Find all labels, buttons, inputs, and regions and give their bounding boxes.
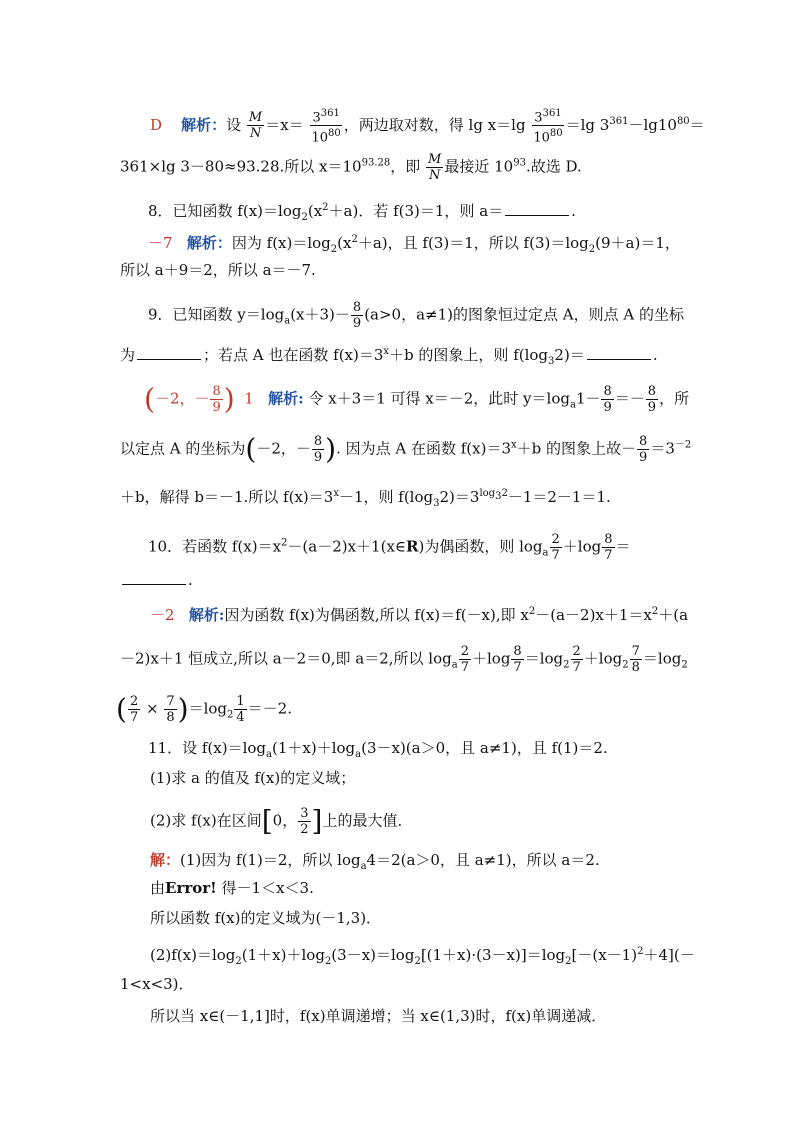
answer-11-line-2: 由Error! 得－1＜x＜3. (150, 879, 314, 897)
fraction-3pow361-over-10pow80-b: $\frac{3^{361}}{10^{80}}$ (533, 108, 563, 146)
question-8: 8．已知函数 $f(x)=\log_2(x^2+a)$．若 f(3)＝1，则 a＝ . (148, 202, 576, 223)
answer-7-line-2: 361×lg 3－80≈93.28.所以 $x=10^{93.28}$，即 $\frac{M}{N}$ 最接近 $10^{93}$.故选 D. (120, 152, 582, 183)
answer-blank[interactable] (122, 570, 186, 585)
question-9-line-2: 为 ；若点 A 也在函数 $f(x)=3^x+b$ 的图象上，则 $f(\log_32)=$ . (120, 346, 658, 367)
answer-9-line-3: ＋b，解得 b＝－1.所以 $f(x)=3^x-1$，则 $f(\log_32)=3^{log_32}-1=2-1=1$. (120, 488, 611, 509)
analysis-label: 解析： (181, 115, 227, 134)
answer-10-line-2: －2)x＋1 恒成立,所以 a－2＝0,即 a＝2,所以 $\log_a$ $\frac{2}{7}$ ＋log $\frac{8}{7}$ $=\log_2$ $\frac{2}{7}$ $+\log_2$ $\frac{7}{8}$ $=\log_2$ (120, 644, 688, 675)
answer-letter: D (150, 115, 163, 134)
answer-11-line-3: 所以函数 f(x)的定义域为(－1,3)． (150, 909, 382, 927)
answer-blank[interactable] (505, 201, 569, 216)
answer-11-line-5: 1<x<3)． (120, 975, 194, 993)
answer-8-line-1: －7 解析：因为 $f(x)=\log_2(x^2+a)$，且 f(3)＝1，所以 $f(3)=\log_2(9+a)=1$， (148, 234, 680, 255)
answer-11-line-6: 所以当 x∈(－1,1]时，f(x)单调递增；当 x∈(1,3)时，f(x)单调递减． (150, 1007, 607, 1025)
answer-11-line-1: 解：(1)因为 f(1)＝2，所以 $\log_a4=2(a>0$，且 a≠1)，所以 a＝2. (150, 851, 600, 872)
question-10-line-1: 10．若函数 $f(x)=x^2-(a-2)x+1(x\in R)$为偶函数，则 $\log_a$ $\frac{2}{7}$ ＋log $\frac{8}{7}$ ＝ (148, 532, 631, 563)
answer-blank-1[interactable] (137, 345, 201, 360)
fraction-m-over-n-2: $\frac{M}{N}$ (428, 152, 442, 183)
answer-10-line-3: ( $\frac{2}{7}$ × $\frac{7}{8}$ )$=\log_2$ $\frac{1}{4}$ ＝－2. (116, 692, 292, 726)
question-9-line-1: 9．已知函数 $y=\log_a(x+3)-$ $\frac{8}{9}$ (a>0，a≠1)的图象恒过定点 A，则点 A 的坐标 (148, 300, 684, 331)
question-11: 11．设 $f(x)=\log_a(1+x)+\log_a(3-x)(a>0$，且 a≠1)，且 f(1)＝2. (148, 739, 608, 760)
answer-9-line-2: 以定点 A 的坐标为(－2，－ $\frac{8}{9}$ ). 因为点 A 在函数 $f(x)=3^x+b$ 的图象上故－ $\frac{8}{9}$ $=3^{-2}$ (120, 432, 692, 466)
answer-8-line-2: 所以 a＋9＝2，所以 a＝－7. (120, 261, 316, 279)
answer-7-line-1: D 解析：设 $\frac{M}{N}$ ＝x＝ $\frac{3^{361}}{10^{80}}$ ，两边取对数，得 lg x＝lg $\frac{3^{361}}{10^{80}}$ ＝lg $3^{361}-\lg 10^{80}=$ (150, 108, 705, 146)
question-11-part-1: (1)求 a 的值及 f(x)的定义域； (150, 769, 356, 787)
answer-9-line-1: (－2，－ $\frac{8}{9}$ ) 1 解析: 令 x＋3＝1 可得 x＝－2，此时 $y=\log_a1-$ $\frac{8}{9}$ ＝－ $\frac{8}{9}$ ，所 (144, 382, 690, 416)
answer-11-line-4: $(2)f(x)=\log_2(1+x)+\log_2(3-x)=\log_2[(1+x)\cdot(3-x)]=\log_2[-(x-1)^2+4](-$ (150, 946, 695, 967)
answer-blank-2[interactable] (587, 345, 651, 360)
answer-10-line-1: －2 解析:因为函数 f(x)为偶函数,所以 f(x)＝f(－x),即 $x^2-(a-2)x+1=x^2+(a$ (150, 606, 689, 624)
fraction-m-over-n: $\frac{M}{N}$ (248, 110, 263, 142)
question-10-line-2: . (120, 570, 193, 590)
question-11-part-2: (2)求 f(x)在区间[0， $\frac{3}{2}$ ]上的最大值． (150, 804, 413, 838)
fraction-3pow361-over-10pow80: $\frac{3^{361}}{10^{80}}$ (311, 108, 341, 146)
